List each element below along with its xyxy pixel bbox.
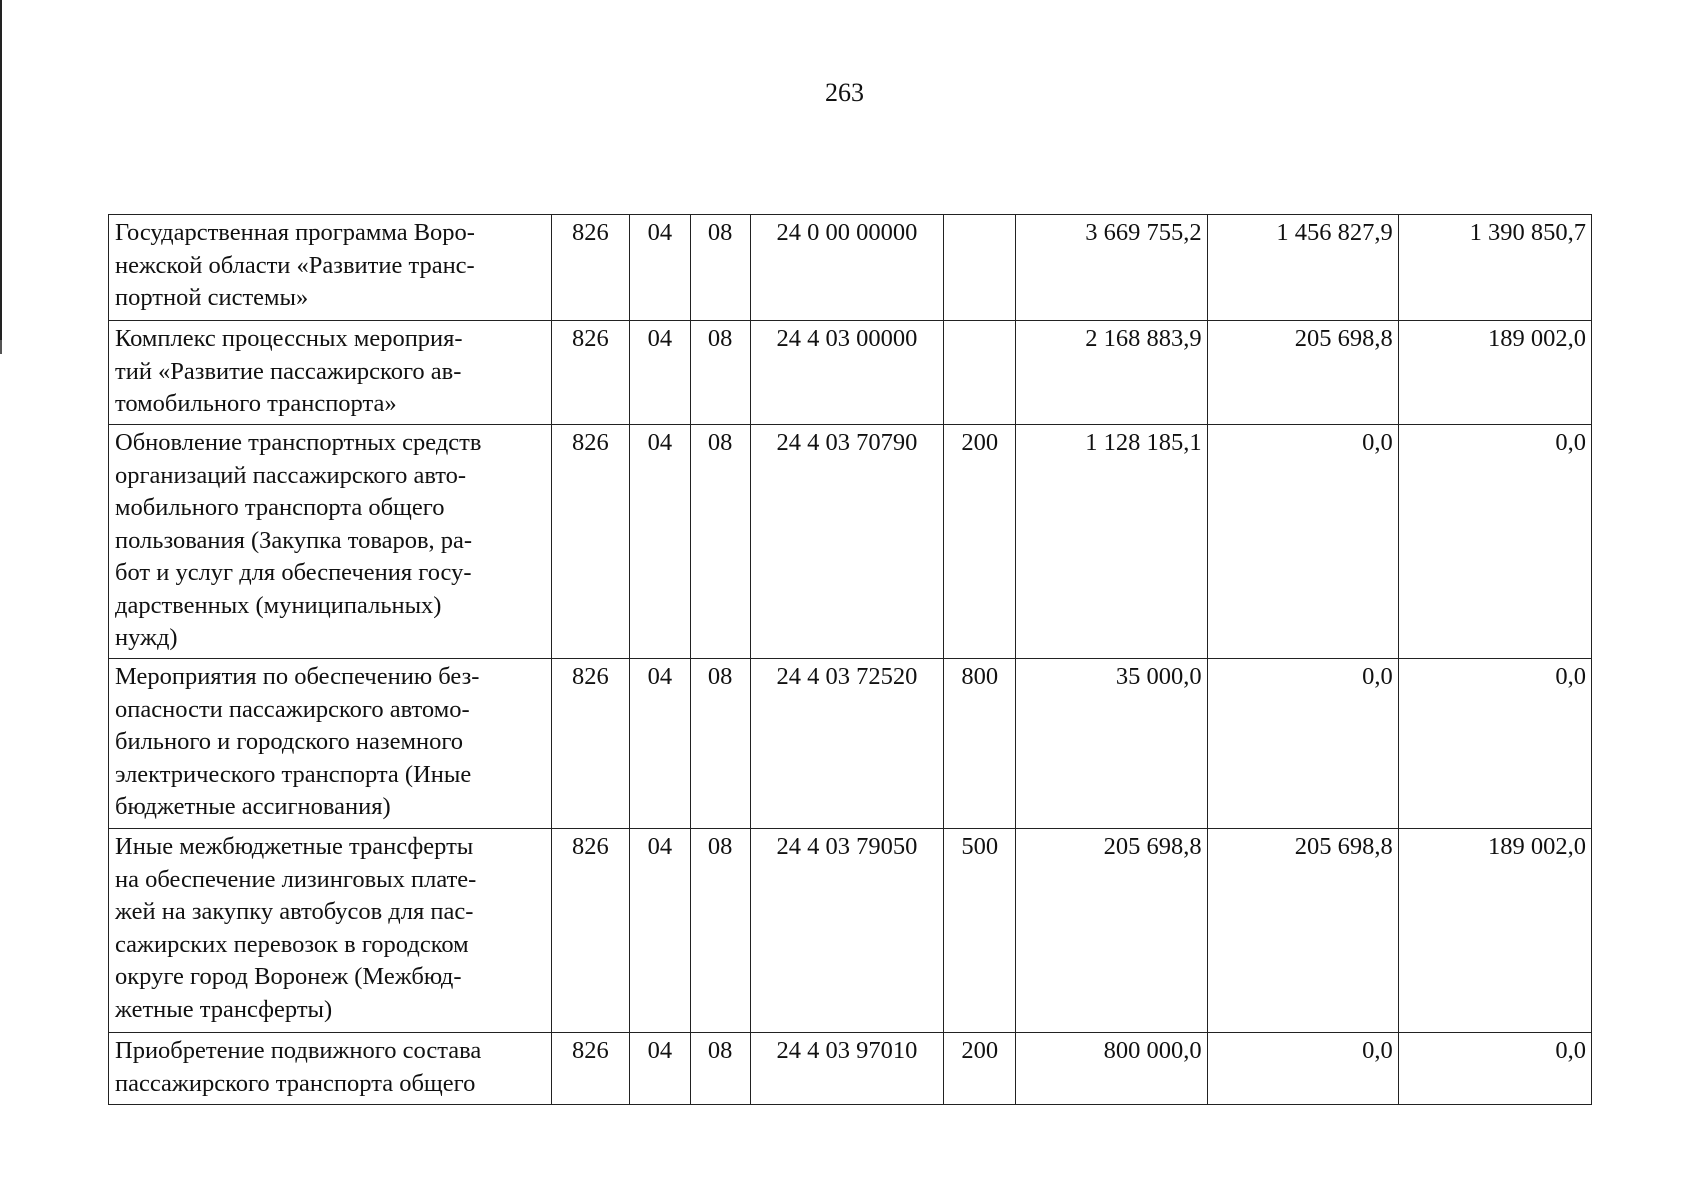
target-article-code: 24 4 03 72520 [750, 659, 943, 829]
target-article-code: 24 0 00 00000 [750, 215, 943, 321]
expense-type-code: 200 [944, 1033, 1016, 1105]
amount-2: 0,0 [1207, 425, 1398, 659]
grbs-code: 826 [551, 659, 629, 829]
page-number: 263 [825, 78, 864, 107]
subsection-code: 08 [690, 1033, 750, 1105]
amount-2: 1 456 827,9 [1207, 215, 1398, 321]
item-name: Приобретение подвижного состава пассажирского транспорта общего [109, 1033, 552, 1105]
grbs-code: 826 [551, 1033, 629, 1105]
item-name: Комплекс процессных мероприя- тий «Развитие пассажирского ав- томобильного транспорта» [109, 321, 552, 425]
section-code: 04 [630, 321, 690, 425]
section-code: 04 [630, 1033, 690, 1105]
amount-3: 0,0 [1398, 1033, 1591, 1105]
subsection-code: 08 [690, 829, 750, 1033]
amount-1: 3 669 755,2 [1016, 215, 1207, 321]
expense-type-code [944, 321, 1016, 425]
target-article-code: 24 4 03 00000 [750, 321, 943, 425]
amount-1: 800 000,0 [1016, 1033, 1207, 1105]
expense-type-code: 500 [944, 829, 1016, 1033]
table-row [109, 659, 1592, 829]
expense-type-code: 200 [944, 425, 1016, 659]
section-code: 04 [630, 215, 690, 321]
target-article-code: 24 4 03 70790 [750, 425, 943, 659]
table-row [109, 1033, 1592, 1105]
amount-3: 189 002,0 [1398, 829, 1591, 1033]
amount-3: 0,0 [1398, 425, 1591, 659]
table-row [109, 425, 1592, 659]
expense-type-code: 800 [944, 659, 1016, 829]
scan-left-edge [0, 0, 2, 345]
amount-1: 1 128 185,1 [1016, 425, 1207, 659]
amount-1: 35 000,0 [1016, 659, 1207, 829]
amount-2: 0,0 [1207, 1033, 1398, 1105]
table-row [109, 215, 1592, 321]
subsection-code: 08 [690, 215, 750, 321]
grbs-code: 826 [551, 321, 629, 425]
table-row [109, 321, 1592, 425]
target-article-code: 24 4 03 97010 [750, 1033, 943, 1105]
grbs-code: 826 [551, 829, 629, 1033]
item-name: Мероприятия по обеспечению без- опасности пассажирского автомо- бильного и городского наземного электрического транспорта (Иные бюджетные ассигнования) [109, 659, 552, 829]
amount-2: 0,0 [1207, 659, 1398, 829]
expense-type-code [944, 215, 1016, 321]
grbs-code: 826 [551, 425, 629, 659]
amount-2: 205 698,8 [1207, 321, 1398, 425]
table-row [109, 829, 1592, 1033]
section-code: 04 [630, 659, 690, 829]
item-name: Иные межбюджетные трансферты на обеспечение лизинговых плате- жей на закупку автобусов для пас- сажирских перевозок в городском округе город Воронеж (Межбюд- жетные трансферты) [109, 829, 552, 1033]
amount-2: 205 698,8 [1207, 829, 1398, 1033]
item-name: Государственная программа Воро- нежской области «Развитие транс- портной системы» [109, 215, 552, 321]
subsection-code: 08 [690, 659, 750, 829]
budget-table [108, 214, 1592, 1105]
amount-3: 1 390 850,7 [1398, 215, 1591, 321]
amount-1: 2 168 883,9 [1016, 321, 1207, 425]
grbs-code: 826 [551, 215, 629, 321]
amount-3: 189 002,0 [1398, 321, 1591, 425]
section-code: 04 [630, 425, 690, 659]
item-name: Обновление транспортных средств организаций пассажирского авто- мобильного транспорта общего пользования (Закупка товаров, ра- бот и услуг для обеспечения госу- дарственных (муниципальных) нужд) [109, 425, 552, 659]
subsection-code: 08 [690, 425, 750, 659]
amount-3: 0,0 [1398, 659, 1591, 829]
section-code: 04 [630, 829, 690, 1033]
subsection-code: 08 [690, 321, 750, 425]
target-article-code: 24 4 03 79050 [750, 829, 943, 1033]
scan-left-edge-mark [0, 340, 2, 354]
amount-1: 205 698,8 [1016, 829, 1207, 1033]
